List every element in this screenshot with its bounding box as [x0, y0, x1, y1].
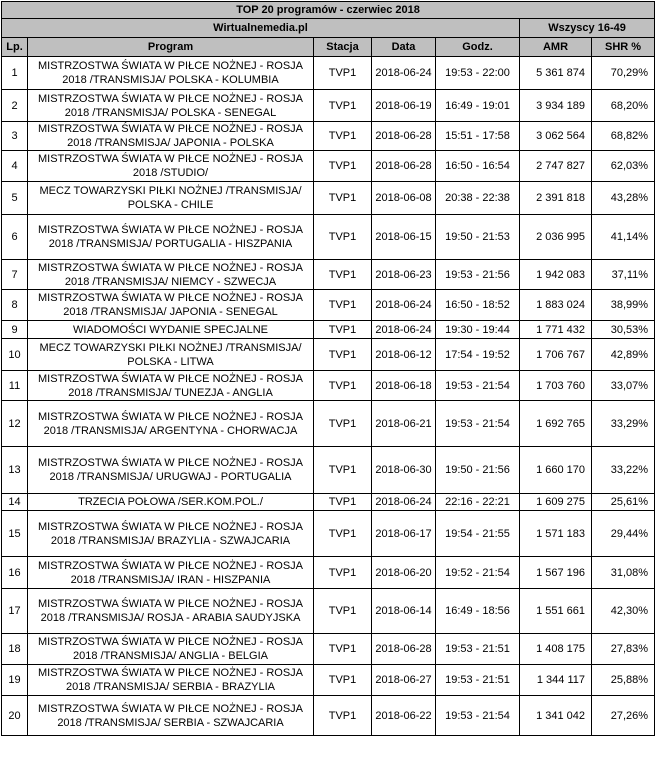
cell-godz: 19:53 - 21:54 [436, 696, 520, 736]
table-row [2, 339, 655, 371]
cell-godz: 16:49 - 19:01 [436, 90, 520, 122]
cell-amr: 1 408 175 [520, 634, 592, 665]
cell-amr: 2 747 827 [520, 151, 592, 182]
cell-data: 2018-06-12 [372, 339, 436, 371]
cell-amr: 3 934 189 [520, 90, 592, 122]
table-row [2, 665, 655, 696]
cell-stacja: TVP1 [314, 511, 372, 557]
cell-program: MISTRZOSTWA ŚWIATA W PIŁCE NOŻNEJ - ROSJA 2018 /TRANSMISJA/ ARGENTYNA - CHORWACJA [28, 401, 314, 447]
table-row [2, 494, 655, 511]
cell-amr: 1 609 275 [520, 494, 592, 511]
cell-data: 2018-06-30 [372, 447, 436, 494]
cell-shr: 27,83% [592, 634, 655, 665]
table-row [2, 589, 655, 634]
cell-amr: 1 692 765 [520, 401, 592, 447]
cell-stacja: TVP1 [314, 494, 372, 511]
cell-program: MISTRZOSTWA ŚWIATA W PIŁCE NOŻNEJ - ROSJA 2018 /TRANSMISJA/ NIEMCY - SZWECJA [28, 260, 314, 290]
cell-shr: 68,20% [592, 90, 655, 122]
cell-shr: 29,44% [592, 511, 655, 557]
cell-shr: 68,82% [592, 122, 655, 151]
cell-data: 2018-06-24 [372, 494, 436, 511]
cell-lp: 12 [2, 401, 28, 447]
table-row [2, 557, 655, 589]
cell-stacja: TVP1 [314, 122, 372, 151]
table-row [2, 182, 655, 215]
cell-stacja: TVP1 [314, 447, 372, 494]
ranking-table [1, 1, 655, 736]
cell-stacja: TVP1 [314, 151, 372, 182]
cell-data: 2018-06-27 [372, 665, 436, 696]
cell-shr: 70,29% [592, 57, 655, 90]
cell-shr: 38,99% [592, 290, 655, 321]
cell-godz: 22:16 - 22:21 [436, 494, 520, 511]
cell-program: MISTRZOSTWA ŚWIATA W PIŁCE NOŻNEJ - ROSJA 2018 /TRANSMISJA/ TUNEZJA - ANGLIA [28, 371, 314, 401]
cell-program: MISTRZOSTWA ŚWIATA W PIŁCE NOŻNEJ - ROSJA 2018 /TRANSMISJA/ POLSKA - SENEGAL [28, 90, 314, 122]
cell-amr: 2 391 818 [520, 182, 592, 215]
table-row [2, 401, 655, 447]
cell-program: MECZ TOWARZYSKI PIŁKI NOŻNEJ /TRANSMISJA/ POLSKA - CHILE [28, 182, 314, 215]
cell-shr: 30,53% [592, 321, 655, 339]
column-header-stacja: Stacja [314, 38, 372, 57]
cell-data: 2018-06-28 [372, 634, 436, 665]
cell-stacja: TVP1 [314, 665, 372, 696]
cell-lp: 9 [2, 321, 28, 339]
cell-amr: 1 703 760 [520, 371, 592, 401]
cell-lp: 5 [2, 182, 28, 215]
cell-shr: 37,11% [592, 260, 655, 290]
cell-stacja: TVP1 [314, 290, 372, 321]
cell-data: 2018-06-08 [372, 182, 436, 215]
cell-data: 2018-06-15 [372, 215, 436, 260]
cell-godz: 19:54 - 21:55 [436, 511, 520, 557]
cell-program: MISTRZOSTWA ŚWIATA W PIŁCE NOŻNEJ - ROSJA 2018 /TRANSMISJA/ ROSJA - ARABIA SAUDYJSKA [28, 589, 314, 634]
cell-lp: 14 [2, 494, 28, 511]
cell-godz: 19:53 - 22:00 [436, 57, 520, 90]
cell-program: MISTRZOSTWA ŚWIATA W PIŁCE NOŻNEJ - ROSJA 2018 /TRANSMISJA/ IRAN - HISZPANIA [28, 557, 314, 589]
cell-stacja: TVP1 [314, 371, 372, 401]
table-row [2, 371, 655, 401]
cell-godz: 19:53 - 21:54 [436, 371, 520, 401]
column-header-amr: AMR [520, 38, 592, 57]
cell-data: 2018-06-28 [372, 122, 436, 151]
table-row [2, 90, 655, 122]
cell-godz: 17:54 - 19:52 [436, 339, 520, 371]
cell-lp: 8 [2, 290, 28, 321]
cell-data: 2018-06-24 [372, 290, 436, 321]
column-header-shr: SHR % [592, 38, 655, 57]
cell-program: MISTRZOSTWA ŚWIATA W PIŁCE NOŻNEJ - ROSJA 2018 /TRANSMISJA/ POLSKA - KOLUMBIA [28, 57, 314, 90]
cell-lp: 2 [2, 90, 28, 122]
cell-stacja: TVP1 [314, 339, 372, 371]
cell-program: MISTRZOSTWA ŚWIATA W PIŁCE NOŻNEJ - ROSJA 2018 /TRANSMISJA/ BRAZYLIA - SZWAJCARIA [28, 511, 314, 557]
cell-program: MISTRZOSTWA ŚWIATA W PIŁCE NOŻNEJ - ROSJA 2018 /TRANSMISJA/ JAPONIA - POLSKA [28, 122, 314, 151]
cell-stacja: TVP1 [314, 696, 372, 736]
cell-shr: 31,08% [592, 557, 655, 589]
cell-program: MISTRZOSTWA ŚWIATA W PIŁCE NOŻNEJ - ROSJA 2018 /TRANSMISJA/ SERBIA - BRAZYLIA [28, 665, 314, 696]
cell-amr: 1 551 661 [520, 589, 592, 634]
table-row [2, 634, 655, 665]
cell-program: MISTRZOSTWA ŚWIATA W PIŁCE NOŻNEJ - ROSJA 2018 /STUDIO/ [28, 151, 314, 182]
cell-program: MECZ TOWARZYSKI PIŁKI NOŻNEJ /TRANSMISJA/ POLSKA - LITWA [28, 339, 314, 371]
cell-data: 2018-06-21 [372, 401, 436, 447]
table-body [2, 57, 655, 736]
cell-godz: 19:53 - 21:54 [436, 401, 520, 447]
cell-program: MISTRZOSTWA ŚWIATA W PIŁCE NOŻNEJ - ROSJA 2018 /TRANSMISJA/ URUGWAJ - PORTUGALIA [28, 447, 314, 494]
cell-shr: 27,26% [592, 696, 655, 736]
cell-godz: 19:53 - 21:51 [436, 665, 520, 696]
cell-amr: 1 771 432 [520, 321, 592, 339]
cell-stacja: TVP1 [314, 589, 372, 634]
cell-data: 2018-06-17 [372, 511, 436, 557]
table-title: TOP 20 programów - czerwiec 2018 [2, 2, 655, 19]
cell-stacja: TVP1 [314, 557, 372, 589]
cell-lp: 16 [2, 557, 28, 589]
cell-program: MISTRZOSTWA ŚWIATA W PIŁCE NOŻNEJ - ROSJA 2018 /TRANSMISJA/ JAPONIA - SENEGAL [28, 290, 314, 321]
cell-stacja: TVP1 [314, 215, 372, 260]
cell-stacja: TVP1 [314, 57, 372, 90]
column-header-lp: Lp. [2, 38, 28, 57]
cell-shr: 42,89% [592, 339, 655, 371]
cell-data: 2018-06-24 [372, 321, 436, 339]
cell-shr: 25,61% [592, 494, 655, 511]
table-row [2, 696, 655, 736]
cell-stacja: TVP1 [314, 260, 372, 290]
cell-shr: 43,28% [592, 182, 655, 215]
cell-stacja: TVP1 [314, 182, 372, 215]
table-row [2, 447, 655, 494]
column-header-program: Program [28, 38, 314, 57]
cell-lp: 17 [2, 589, 28, 634]
cell-program: MISTRZOSTWA ŚWIATA W PIŁCE NOŻNEJ - ROSJA 2018 /TRANSMISJA/ SERBIA - SZWAJCARIA [28, 696, 314, 736]
cell-godz: 16:50 - 18:52 [436, 290, 520, 321]
group-header: Wszyscy 16-49 [520, 19, 655, 38]
cell-amr: 1 344 117 [520, 665, 592, 696]
cell-amr: 1 660 170 [520, 447, 592, 494]
cell-data: 2018-06-28 [372, 151, 436, 182]
cell-amr: 5 361 874 [520, 57, 592, 90]
cell-godz: 19:50 - 21:56 [436, 447, 520, 494]
table-row [2, 321, 655, 339]
cell-amr: 1 341 042 [520, 696, 592, 736]
table-row [2, 260, 655, 290]
column-header-data: Data [372, 38, 436, 57]
cell-godz: 16:49 - 18:56 [436, 589, 520, 634]
cell-shr: 33,07% [592, 371, 655, 401]
cell-lp: 20 [2, 696, 28, 736]
cell-data: 2018-06-22 [372, 696, 436, 736]
cell-data: 2018-06-20 [372, 557, 436, 589]
cell-stacja: TVP1 [314, 321, 372, 339]
cell-stacja: TVP1 [314, 401, 372, 447]
cell-shr: 41,14% [592, 215, 655, 260]
source-label: Wirtualnemedia.pl [2, 19, 520, 38]
cell-shr: 62,03% [592, 151, 655, 182]
cell-stacja: TVP1 [314, 634, 372, 665]
cell-data: 2018-06-14 [372, 589, 436, 634]
cell-amr: 1 571 183 [520, 511, 592, 557]
cell-godz: 16:50 - 16:54 [436, 151, 520, 182]
cell-lp: 1 [2, 57, 28, 90]
cell-amr: 1 567 196 [520, 557, 592, 589]
table-row [2, 57, 655, 90]
cell-amr: 1 883 024 [520, 290, 592, 321]
cell-lp: 10 [2, 339, 28, 371]
cell-program: TRZECIA POŁOWA /SER.KOM.POL./ [28, 494, 314, 511]
cell-godz: 15:51 - 17:58 [436, 122, 520, 151]
cell-shr: 25,88% [592, 665, 655, 696]
cell-lp: 19 [2, 665, 28, 696]
cell-shr: 33,29% [592, 401, 655, 447]
cell-godz: 19:53 - 21:51 [436, 634, 520, 665]
cell-lp: 11 [2, 371, 28, 401]
cell-lp: 15 [2, 511, 28, 557]
cell-shr: 42,30% [592, 589, 655, 634]
cell-godz: 19:50 - 21:53 [436, 215, 520, 260]
cell-lp: 3 [2, 122, 28, 151]
cell-data: 2018-06-18 [372, 371, 436, 401]
table-row [2, 290, 655, 321]
cell-stacja: TVP1 [314, 90, 372, 122]
table-row [2, 151, 655, 182]
cell-amr: 1 942 083 [520, 260, 592, 290]
cell-program: MISTRZOSTWA ŚWIATA W PIŁCE NOŻNEJ - ROSJA 2018 /TRANSMISJA/ PORTUGALIA - HISZPANIA [28, 215, 314, 260]
cell-amr: 3 062 564 [520, 122, 592, 151]
cell-lp: 6 [2, 215, 28, 260]
cell-lp: 7 [2, 260, 28, 290]
table-row [2, 511, 655, 557]
cell-godz: 19:30 - 19:44 [436, 321, 520, 339]
cell-godz: 20:38 - 22:38 [436, 182, 520, 215]
cell-lp: 4 [2, 151, 28, 182]
cell-data: 2018-06-24 [372, 57, 436, 90]
column-header-godz: Godz. [436, 38, 520, 57]
cell-lp: 18 [2, 634, 28, 665]
cell-data: 2018-06-19 [372, 90, 436, 122]
cell-amr: 1 706 767 [520, 339, 592, 371]
cell-program: WIADOMOŚCI WYDANIE SPECJALNE [28, 321, 314, 339]
table-row [2, 215, 655, 260]
cell-godz: 19:52 - 21:54 [436, 557, 520, 589]
cell-lp: 13 [2, 447, 28, 494]
cell-shr: 33,22% [592, 447, 655, 494]
table-row [2, 122, 655, 151]
cell-program: MISTRZOSTWA ŚWIATA W PIŁCE NOŻNEJ - ROSJA 2018 /TRANSMISJA/ ANGLIA - BELGIA [28, 634, 314, 665]
cell-data: 2018-06-23 [372, 260, 436, 290]
cell-godz: 19:53 - 21:56 [436, 260, 520, 290]
cell-amr: 2 036 995 [520, 215, 592, 260]
